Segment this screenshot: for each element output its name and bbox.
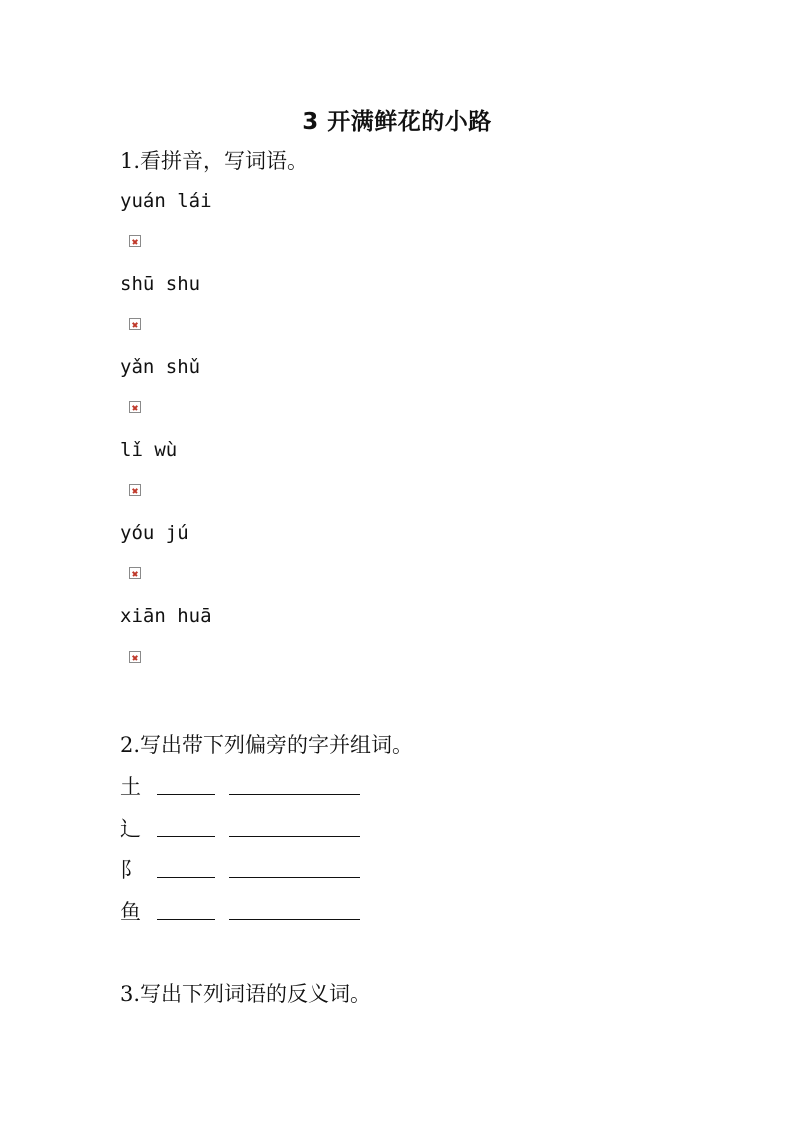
pinyin-item-2: shū shu <box>120 273 201 295</box>
section-2-heading: 2.写出带下列偏旁的字并组词。 <box>120 733 414 757</box>
broken-image-icon <box>129 318 141 330</box>
pinyin-item-3: yǎn shǔ <box>120 356 201 378</box>
radical-label: 鱼 <box>120 900 141 924</box>
radical-row <box>120 896 380 926</box>
word-blank[interactable] <box>229 836 360 837</box>
broken-image-icon <box>129 401 141 413</box>
word-blank[interactable] <box>229 794 360 795</box>
character-blank[interactable] <box>157 919 215 920</box>
radical-row <box>120 854 380 884</box>
radical-row <box>120 813 380 843</box>
broken-image-icon <box>129 651 141 663</box>
broken-image-icon <box>129 235 141 247</box>
broken-image-icon <box>129 567 141 579</box>
section-3-heading: 3.写出下列词语的反义词。 <box>120 982 372 1006</box>
radical-label: 阝 <box>120 858 141 882</box>
pinyin-item-4: lǐ wù <box>120 439 178 461</box>
pinyin-item-6: xiān huā <box>120 605 212 627</box>
radical-label: 土 <box>120 775 141 799</box>
pinyin-item-5: yóu jú <box>120 522 189 544</box>
character-blank[interactable] <box>157 794 215 795</box>
broken-image-icon <box>129 484 141 496</box>
section-1-heading: 1.看拼音，写词语。 <box>120 149 309 173</box>
radical-label: 辶 <box>120 817 141 841</box>
word-blank[interactable] <box>229 919 360 920</box>
character-blank[interactable] <box>157 836 215 837</box>
page-title: 3 开满鲜花的小路 <box>302 109 492 135</box>
word-blank[interactable] <box>229 877 360 878</box>
pinyin-item-1: yuán lái <box>120 190 212 212</box>
character-blank[interactable] <box>157 877 215 878</box>
radical-row <box>120 771 380 801</box>
